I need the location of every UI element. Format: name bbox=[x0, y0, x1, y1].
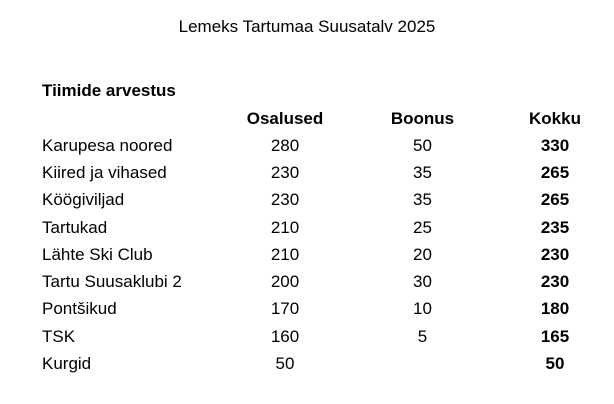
team-name: Lähte Ski Club bbox=[42, 244, 153, 264]
header-kokku: Kokku bbox=[529, 108, 581, 128]
boonus-value: 5 bbox=[417, 326, 428, 346]
boonus-value: 35 bbox=[413, 163, 432, 183]
boonus-value: 30 bbox=[413, 272, 432, 292]
kokku-value: 165 bbox=[540, 326, 570, 346]
osalused-value: 230 bbox=[270, 190, 300, 210]
kokku-value: 50 bbox=[545, 353, 565, 373]
team-name: Köögiviljad bbox=[42, 190, 125, 210]
kokku-value: 230 bbox=[540, 272, 570, 292]
header-team bbox=[34, 105, 240, 132]
team-name: Tartukad bbox=[42, 217, 108, 237]
header-boonus: Boonus bbox=[390, 108, 455, 128]
table-row bbox=[34, 269, 595, 296]
osalused-value: 210 bbox=[270, 244, 300, 264]
team-name: Kurgid bbox=[42, 353, 92, 373]
table-row bbox=[34, 160, 595, 187]
boonus-value: 25 bbox=[413, 217, 432, 237]
table-header-row bbox=[34, 105, 595, 132]
section-title: Tiimide arvestus bbox=[42, 81, 176, 100]
kokku-value: 235 bbox=[540, 217, 570, 237]
osalused-value: 200 bbox=[270, 272, 300, 292]
osalused-value: 170 bbox=[270, 299, 300, 319]
kokku-value: 330 bbox=[540, 135, 570, 155]
team-standings-table bbox=[34, 105, 595, 378]
osalused-value: 230 bbox=[270, 163, 300, 183]
kokku-value: 230 bbox=[540, 244, 570, 264]
table-row bbox=[34, 350, 595, 377]
table-row bbox=[34, 241, 595, 268]
team-name: Tartu Suusaklubi 2 bbox=[42, 272, 182, 292]
osalused-value: 210 bbox=[270, 217, 300, 237]
table-row bbox=[34, 187, 595, 214]
team-name: TSK bbox=[42, 326, 76, 346]
table-row bbox=[34, 132, 595, 159]
kokku-value: 180 bbox=[540, 299, 570, 319]
osalused-value: 50 bbox=[275, 353, 295, 373]
header-osalused: Osalused bbox=[246, 108, 324, 128]
boonus-value: 10 bbox=[413, 299, 432, 319]
boonus-value: 35 bbox=[413, 190, 432, 210]
kokku-value: 265 bbox=[540, 163, 570, 183]
boonus-value: 20 bbox=[413, 244, 432, 264]
document-title: Lemeks Tartumaa Suusatalv 2025 bbox=[178, 17, 436, 36]
table-row bbox=[34, 296, 595, 323]
team-name: Kiired ja vihased bbox=[42, 163, 167, 183]
osalused-value: 160 bbox=[270, 326, 300, 346]
boonus-value bbox=[330, 350, 515, 377]
table-row bbox=[34, 323, 595, 350]
team-name: Pontšikud bbox=[42, 299, 117, 319]
boonus-value: 50 bbox=[413, 135, 432, 155]
team-name: Karupesa noored bbox=[42, 135, 173, 155]
table-row bbox=[34, 214, 595, 241]
kokku-value: 265 bbox=[540, 190, 570, 210]
osalused-value: 280 bbox=[270, 135, 300, 155]
